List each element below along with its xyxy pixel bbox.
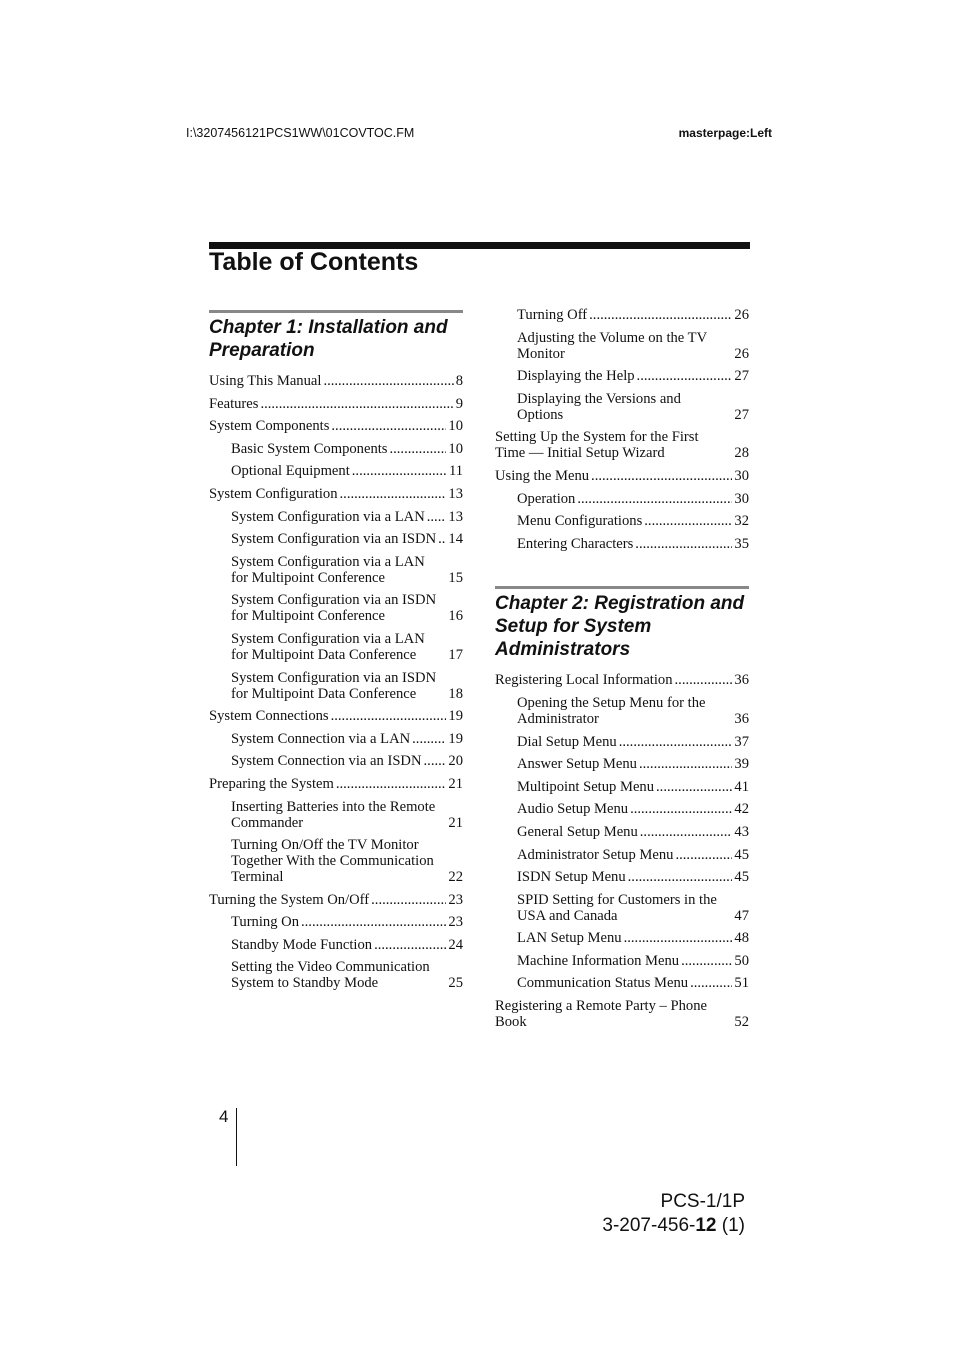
toc-entry-title: Turning On — [231, 914, 299, 931]
toc-entry-page: 11 — [448, 463, 463, 480]
model-block — [602, 1190, 745, 1238]
toc-entry-page: 36 — [734, 672, 749, 689]
model-name: PCS-1/1P — [660, 1191, 745, 1212]
toc-entry[interactable] — [209, 959, 463, 991]
toc-entry-title: Entering Characters — [517, 535, 634, 552]
toc-entry[interactable] — [495, 975, 749, 991]
toc-entry[interactable] — [209, 776, 463, 792]
toc-leader-dots — [619, 734, 733, 750]
toc-entry[interactable] — [495, 513, 749, 529]
toc-entry[interactable] — [209, 631, 463, 663]
toc-entry-title: Answer Setup Menu — [517, 756, 637, 773]
toc-entry[interactable] — [209, 753, 463, 769]
toc-entry-page: 36 — [734, 710, 749, 727]
toc-entry[interactable] — [495, 847, 749, 863]
toc-entry-title: Audio Setup Menu — [517, 801, 629, 818]
toc-entry-title: System Configuration via a LAN for Multipoint Data Conference — [231, 630, 425, 663]
header-masterpage: masterpage:Left — [678, 126, 772, 140]
toc-entry-title: System Configuration via an ISDN for Multipoint Conference — [231, 592, 437, 625]
toc-entry-title: Basic System Components — [231, 440, 388, 457]
toc-entry-page: 14 — [448, 531, 463, 548]
toc-entry-page: 43 — [734, 823, 749, 840]
toc-leader-dots — [675, 672, 733, 688]
toc-leader-dots — [323, 373, 453, 389]
toc-leader-dots — [681, 953, 732, 969]
toc-entry-title: Adjusting the Volume on the TV Monitor — [517, 329, 707, 362]
toc-leader-dots — [630, 801, 732, 817]
toc-entry[interactable] — [209, 486, 463, 502]
toc-entry[interactable] — [495, 930, 749, 946]
toc-entry-title: Opening the Setup Menu for the Administrator — [517, 694, 706, 727]
toc-leader-dots — [412, 731, 446, 747]
toc-entry[interactable] — [209, 892, 463, 908]
toc-entry-page: 28 — [734, 445, 749, 462]
toc-entry-title: LAN Setup Menu — [517, 930, 622, 947]
toc-leader-dots — [637, 368, 733, 384]
toc-entry-page: 26 — [734, 307, 749, 323]
toc-entry[interactable] — [495, 429, 749, 461]
footer-rule — [236, 1108, 237, 1166]
toc-entry-page: 30 — [734, 467, 749, 484]
toc-leader-dots — [589, 307, 732, 323]
toc-entry[interactable] — [209, 463, 463, 479]
toc-entry[interactable] — [495, 801, 749, 817]
toc-entry[interactable] — [495, 307, 749, 323]
page-number: 4 — [219, 1107, 229, 1126]
toc-leader-dots — [424, 753, 447, 769]
toc-entry[interactable] — [209, 914, 463, 930]
chapter2-heading: Chapter 2: Registration and Setup for System Administrators — [495, 586, 749, 661]
toc-entry-page: 30 — [734, 490, 749, 507]
toc-entry-title: System Configuration via a LAN for Multipoint Conference — [231, 553, 425, 586]
toc-entry-page: 27 — [734, 368, 749, 385]
toc-entry-title: Registering a Remote Party – Phone Book — [495, 998, 707, 1031]
toc-entry[interactable] — [495, 672, 749, 688]
toc-entry-title: Optional Equipment — [231, 463, 350, 480]
toc-entry-page: 26 — [734, 345, 749, 362]
toc-leader-dots — [675, 847, 732, 863]
toc-leader-dots — [690, 975, 732, 991]
toc-entry-title: Displaying the Help — [517, 368, 635, 385]
part-number-suffix: (1) — [716, 1215, 745, 1236]
toc-entry-page: 8 — [455, 373, 463, 389]
toc-leader-dots — [427, 509, 447, 525]
toc-entry-title: Preparing the System — [209, 775, 334, 792]
toc-entry-title: Using This Manual — [209, 373, 322, 389]
toc-entry-page: 45 — [734, 846, 749, 863]
toc-entry-title: Communication Status Menu — [517, 975, 689, 992]
chapter1-heading: Chapter 1: Installation and Preparation — [209, 310, 463, 362]
toc-entry[interactable] — [209, 396, 463, 412]
toc-entry-title: System Connection via an ISDN — [231, 753, 422, 770]
toc-entry[interactable] — [209, 731, 463, 747]
toc-entry-title: Setting Up the System for the First Time — Initial Setup Wizard — [495, 429, 699, 462]
toc-entry[interactable] — [209, 509, 463, 525]
toc-column-right — [495, 307, 749, 1037]
part-number-prefix: 3-207-456- — [602, 1215, 696, 1236]
toc-entry-title: System Configuration via an ISDN for Multipoint Data Conference — [231, 669, 437, 702]
toc-entry-title: Multipoint Setup Menu — [517, 778, 655, 795]
toc-entry[interactable] — [209, 670, 463, 702]
toc-entry-title: Dial Setup Menu — [517, 733, 617, 750]
toc-entry-title: Using the Menu — [495, 467, 590, 484]
toc-leader-dots — [591, 468, 732, 484]
toc-entry[interactable] — [209, 554, 463, 586]
toc-entry[interactable] — [209, 441, 463, 457]
toc-entry-page: 21 — [448, 775, 463, 792]
toc-entry-page: 10 — [448, 418, 463, 435]
toc-entry-page: 48 — [734, 930, 749, 947]
toc-entry-page: 25 — [448, 975, 463, 992]
toc-leader-dots — [336, 776, 447, 792]
toc-entry-title: Displaying the Versions and Options — [517, 390, 681, 423]
toc-entry-page: 13 — [448, 485, 463, 502]
toc-column-left — [209, 310, 463, 998]
toc-entry-title: Features — [209, 395, 259, 412]
toc-entry[interactable] — [495, 491, 749, 507]
toc-leader-dots — [340, 486, 447, 502]
toc-entry-page: 42 — [734, 801, 749, 818]
toc-entry[interactable] — [209, 373, 463, 389]
toc-entry[interactable] — [495, 779, 749, 795]
toc-entry-page: 10 — [448, 440, 463, 457]
toc-entry-title: Administrator Setup Menu — [517, 846, 674, 863]
header-file-path: I:\3207456121PCS1WW\01COVTOC.FM — [186, 126, 415, 140]
toc-entry-page: 15 — [448, 569, 463, 586]
toc-leader-dots — [644, 513, 732, 529]
toc-entry-page: 52 — [734, 1014, 749, 1031]
toc-entry[interactable] — [209, 418, 463, 434]
toc-entry-page: 21 — [448, 814, 463, 831]
toc-leader-dots — [639, 756, 732, 772]
toc-entry-title: System Configuration via a LAN — [231, 508, 425, 525]
page-title: Table of Contents — [209, 248, 419, 276]
toc-entry-page: 24 — [448, 936, 463, 953]
toc-entry[interactable] — [495, 892, 749, 924]
toc-entry-title: System Configuration — [209, 485, 338, 502]
toc-entry-page: 16 — [448, 608, 463, 625]
toc-entry[interactable] — [209, 531, 463, 547]
toc-leader-dots — [371, 892, 446, 908]
toc-entry-title: Turning the System On/Off — [209, 891, 370, 908]
toc-entry-title: System Connection via a LAN — [231, 730, 411, 747]
toc-entry-title: ISDN Setup Menu — [517, 869, 626, 886]
toc-entry-title: Operation — [517, 490, 576, 507]
toc-entry-title: SPID Setting for Customers in the USA and Canada — [517, 891, 717, 924]
toc-entry-title: System Connections — [209, 708, 329, 725]
toc-entry-title: System Configuration via an ISDN — [231, 531, 437, 548]
chapter2-entries — [495, 672, 749, 1030]
toc-entry[interactable] — [495, 536, 749, 552]
toc-entry[interactable] — [495, 468, 749, 484]
toc-entry[interactable] — [495, 330, 749, 362]
toc-entry-page: 17 — [448, 646, 463, 663]
toc-entry-title: Machine Information Menu — [517, 952, 680, 969]
toc-entry-page: 13 — [448, 508, 463, 525]
toc-leader-dots — [656, 779, 732, 795]
toc-leader-dots — [640, 824, 733, 840]
toc-entry-page: 9 — [455, 395, 463, 412]
toc-entry-page: 37 — [734, 733, 749, 750]
toc-entry[interactable] — [495, 756, 749, 772]
toc-leader-dots — [635, 536, 732, 552]
toc-leader-dots — [624, 930, 733, 946]
toc-leader-dots — [577, 491, 732, 507]
toc-entry-page: 35 — [734, 535, 749, 552]
toc-entry[interactable] — [209, 799, 463, 831]
chapter1-continued-entries — [495, 307, 749, 552]
toc-entry-page: 45 — [734, 869, 749, 886]
toc-entry-page: 47 — [734, 907, 749, 924]
toc-entry-title: Setting the Video Communication System to Standby Mode — [231, 959, 430, 992]
toc-entry[interactable] — [495, 953, 749, 969]
toc-entry[interactable] — [209, 592, 463, 624]
chapter1-entries — [209, 373, 463, 991]
toc-entry-title: Standby Mode Function — [231, 936, 373, 953]
toc-entry[interactable] — [495, 998, 749, 1030]
toc-leader-dots — [352, 463, 447, 479]
toc-leader-dots — [628, 869, 733, 885]
toc-entry[interactable] — [495, 391, 749, 423]
toc-entry-page: 22 — [448, 869, 463, 886]
toc-entry-page: 32 — [734, 513, 749, 530]
toc-entry-page: 50 — [734, 952, 749, 969]
toc-entry-page: 23 — [448, 914, 463, 931]
toc-entry-page: 41 — [734, 778, 749, 795]
toc-entry[interactable] — [209, 708, 463, 724]
toc-entry[interactable] — [495, 824, 749, 840]
toc-entry-page: 20 — [448, 753, 463, 770]
toc-entry[interactable] — [209, 937, 463, 953]
part-number — [602, 1214, 745, 1238]
toc-leader-dots — [260, 396, 453, 412]
toc-entry-title: Turning On/Off the TV Monitor Together With the Communication Terminal — [231, 837, 434, 886]
toc-entry[interactable] — [495, 734, 749, 750]
toc-leader-dots — [331, 418, 446, 434]
toc-leader-dots — [301, 914, 446, 930]
toc-entry[interactable] — [495, 695, 749, 727]
toc-leader-dots — [389, 441, 446, 457]
toc-entry-page: 19 — [448, 730, 463, 747]
toc-entry[interactable] — [495, 368, 749, 384]
toc-entry-page: 19 — [448, 708, 463, 725]
toc-entry-title: Menu Configurations — [517, 513, 643, 530]
toc-entry-page: 18 — [448, 685, 463, 702]
toc-leader-dots — [374, 937, 446, 953]
toc-entry[interactable] — [209, 837, 463, 885]
toc-entry-page: 27 — [734, 406, 749, 423]
toc-leader-dots — [331, 708, 447, 724]
toc-leader-dots — [438, 531, 446, 547]
toc-entry-title: System Components — [209, 418, 330, 435]
part-number-bold: 12 — [695, 1215, 717, 1236]
toc-entry-title: Turning Off — [517, 307, 588, 323]
toc-entry-title: General Setup Menu — [517, 823, 638, 840]
toc-entry-page: 39 — [734, 756, 749, 773]
toc-entry-title: Inserting Batteries into the Remote Commander — [231, 798, 436, 831]
toc-entry-page: 51 — [734, 975, 749, 992]
toc-entry[interactable] — [495, 869, 749, 885]
toc-entry-title: Registering Local Information — [495, 672, 673, 689]
toc-entry-page: 23 — [448, 891, 463, 908]
